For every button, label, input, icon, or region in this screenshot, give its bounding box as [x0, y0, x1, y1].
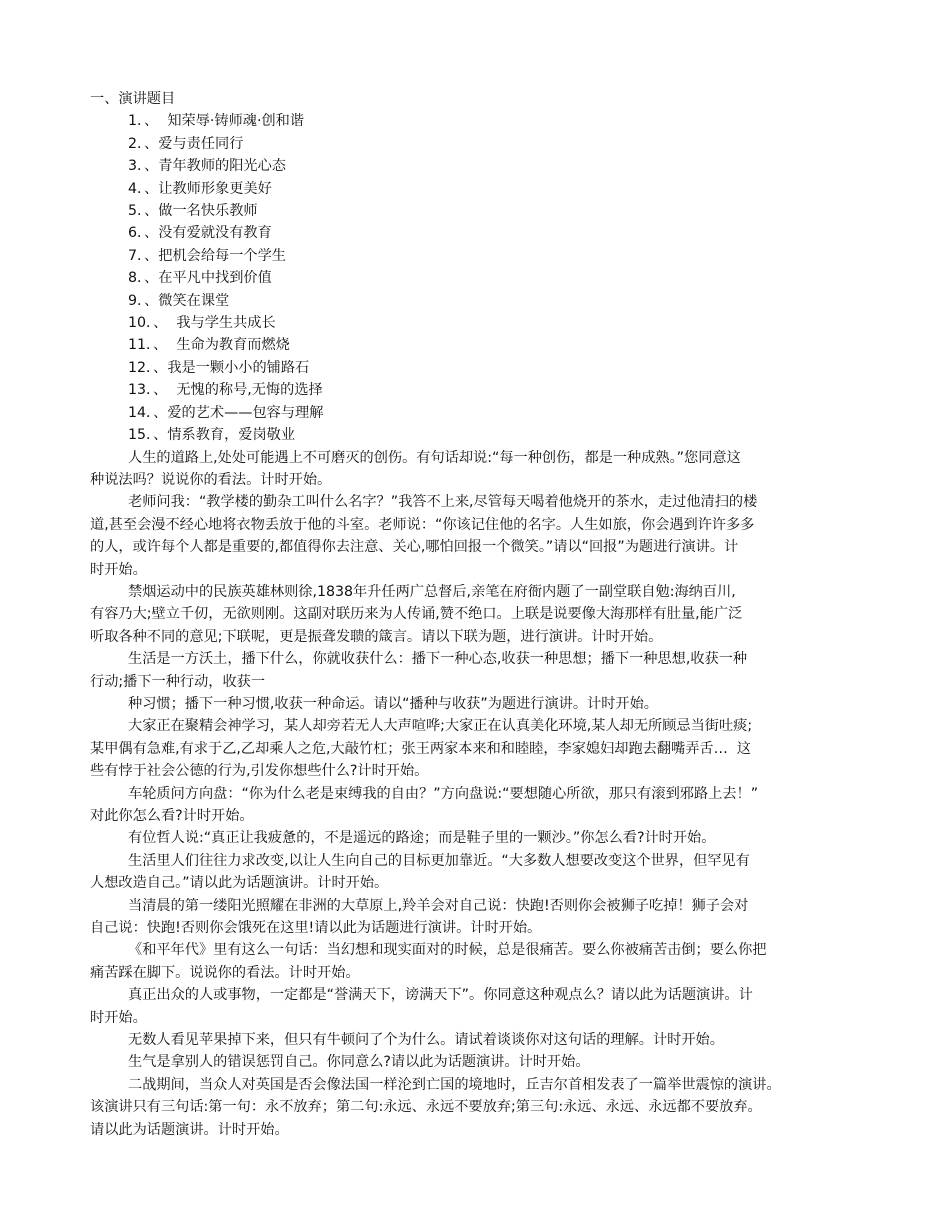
paragraph-line: 行动;播下一种行动，收获一	[90, 673, 266, 690]
topic-item: 10．、 我与学生共成长	[128, 315, 276, 332]
prompt-paragraph	[90, 1029, 860, 1051]
prompt-paragraph	[90, 715, 860, 782]
paragraph-line: 二战期间，当众人对英国是否会像法国一样沦到亡国的境地时，丘吉尔首相发表了一篇举世震惊的演讲。	[128, 1076, 781, 1093]
prompt-paragraph	[90, 850, 860, 895]
paragraph-line: 《和平年代》里有这么一句话：当幻想和现实面对的时候，总是很痛苦。要么你被痛苦击倒；要么你把	[128, 942, 767, 959]
section-heading: 一、演讲题目	[90, 91, 176, 107]
paragraph-line: 该演讲只有三句话:第一句：永不放弃；第二句:永远、永远不要放弃;第三句:永远、永远、永远都不要放弃。	[90, 1099, 762, 1116]
topic-item: 15．、情系教育，爱岗敬业	[128, 427, 296, 444]
document-body	[90, 88, 860, 1141]
topic-item: 4．、让教师形象更美好	[128, 180, 272, 197]
paragraph-line: 生活是一方沃土，播下什么，你就收获什么：播下一种心态,收获一种思想；播下一种思想,收获一种	[128, 651, 748, 668]
paragraph-line: 当清晨的第一缕阳光照耀在非洲的大草原上,羚羊会对自己说：快跑!否则你会被狮子吃掉！狮子会对	[128, 897, 749, 914]
topic-item: 13．、 无愧的称号,无悔的选择	[128, 382, 323, 399]
paragraph-line: 的人，或许每个人都是重要的,都值得你去注意、关心,哪怕回报一个微笑。”请以“回报”为题进行演讲。计	[90, 539, 739, 556]
prompt-paragraph	[90, 491, 860, 581]
paragraph-line: 种习惯；播下一种习惯,收获一种命运。请以“播种与收获”为题进行演讲。计时开始。	[128, 695, 658, 712]
paragraph-line: 老师问我：“教学楼的勤杂工叫什么名字？”我答不上来,尽管每天喝着他烧开的茶水，走过他清扫的楼	[128, 494, 758, 511]
topic-item: 3．、青年教师的阳光心态	[128, 158, 286, 175]
prompt-paragraph	[90, 447, 860, 492]
topic-list	[90, 110, 860, 446]
paragraph-line: 请以此为话题演讲。计时开始。	[90, 1121, 289, 1138]
paragraph-line: 生活里人们往往力求改变,以让人生向自己的目标更加靠近。“大多数人想要改变这个世界，但罕见有	[128, 852, 750, 869]
prompt-paragraph	[90, 648, 860, 693]
topic-item: 8．、在平凡中找到价值	[128, 270, 272, 287]
paragraph-line: 自己说：快跑!否则你会饿死在这里!请以此为话题进行演讲。计时开始。	[90, 920, 542, 937]
paragraph-line: 时开始。	[90, 1009, 147, 1026]
paragraph-line: 对此你怎么看?计时开始。	[90, 808, 254, 824]
prompt-paragraph	[90, 939, 860, 984]
paragraph-line: 时开始。	[90, 561, 147, 578]
paragraph-line: 某甲偶有急难,有求于乙,乙却乘人之危,大敲竹杠；张王两家本来和和睦睦，李家媳妇却跑去翻嘴弄舌… 这	[90, 740, 751, 757]
paragraph-line: 有容乃大;壁立千仞，无欲则刚。这副对联历来为人传诵,赞不绝口。上联是说要像大海那样有肚量,能广泛	[90, 606, 743, 623]
paragraph-line: 无数人看见苹果掉下来，但只有牛顿问了个为什么。请试着谈谈你对这句话的理解。计时开始。	[128, 1032, 724, 1049]
topic-item: 14．、爱的艺术——包容与理解	[128, 404, 324, 421]
paragraph-line: 人生的道路上,处处可能遇上不可磨灭的创伤。有句话却说:“每一种创伤，都是一种成熟。”您同意这	[128, 449, 741, 466]
prompt-paragraph	[90, 827, 860, 849]
prompt-paragraph	[90, 783, 860, 828]
paragraph-line: 痛苦踩在脚下。说说你的看法。计时开始。	[90, 964, 360, 981]
topic-item: 7．、把机会给每一个学生	[128, 247, 286, 264]
paragraph-line: 听取各种不同的意见;下联呢，更是振聋发聩的箴言。请以下联为题，进行演讲。计时开始。	[90, 628, 663, 645]
paragraph-line: 些有悖于社会公德的行为,引发你想些什么?计时开始。	[90, 763, 429, 780]
prompt-paragraph	[90, 1074, 860, 1141]
prompt-paragraph	[90, 895, 860, 940]
topic-item: 5．、做一名快乐教师	[128, 203, 258, 220]
paragraph-line: 真正出众的人或事物，一定都是“誉满天下，谤满天下”。你同意这种观点么？请以此为话题演讲。计	[128, 987, 753, 1004]
paragraph-line: 禁烟运动中的民族英雄林则徐,1838年升任两广总督后,亲笔在府衙内题了一副堂联自勉:海纳百川,	[128, 583, 736, 600]
topic-item: 6．、没有爱就没有教育	[128, 225, 272, 242]
prompt-paragraphs	[90, 447, 860, 1142]
topic-item: 1．、 知荣辱·铸师魂·创和谐	[128, 113, 305, 130]
prompt-paragraph	[90, 984, 860, 1029]
prompt-paragraph	[90, 1051, 860, 1073]
topic-item: 9．、微笑在课堂	[128, 292, 230, 309]
paragraph-line: 人想改造自己。”请以此为话题演讲。计时开始。	[90, 875, 389, 892]
paragraph-line: 道,甚至会漫不经心地将衣物丢放于他的斗室。老师说：“你该记住他的名字。人生如旅，你会遇到许许多多	[90, 516, 755, 533]
paragraph-line: 生气是拿别人的错误惩罚自己。你同意么?请以此为话题演讲。计时开始。	[128, 1054, 590, 1071]
paragraph-line: 车轮质问方向盘：“你为什么老是束缚我的自由？”方向盘说:“要想随心所欲，那只有滚到邪路上去！”	[128, 785, 759, 802]
paragraph-line: 大家正在聚精会神学习，某人却旁若无人大声喧哗;大家正在认真美化环境,某人却无所顾忌当街吐痰;	[128, 718, 753, 735]
prompt-paragraph	[90, 693, 860, 715]
prompt-paragraph	[90, 581, 860, 648]
paragraph-line: 种说法吗？说说你的看法。计时开始。	[90, 471, 332, 488]
paragraph-line: 有位哲人说:“真正让我疲惫的，不是遥远的路途；而是鞋子里的一颗沙。”你怎么看?计时开始。	[128, 830, 716, 847]
topic-item: 2．、爱与责任同行	[128, 135, 244, 152]
topic-item: 11．、 生命为教育而燃烧	[128, 337, 290, 354]
topic-item: 12．、我是一颗小小的铺路石	[128, 359, 310, 376]
